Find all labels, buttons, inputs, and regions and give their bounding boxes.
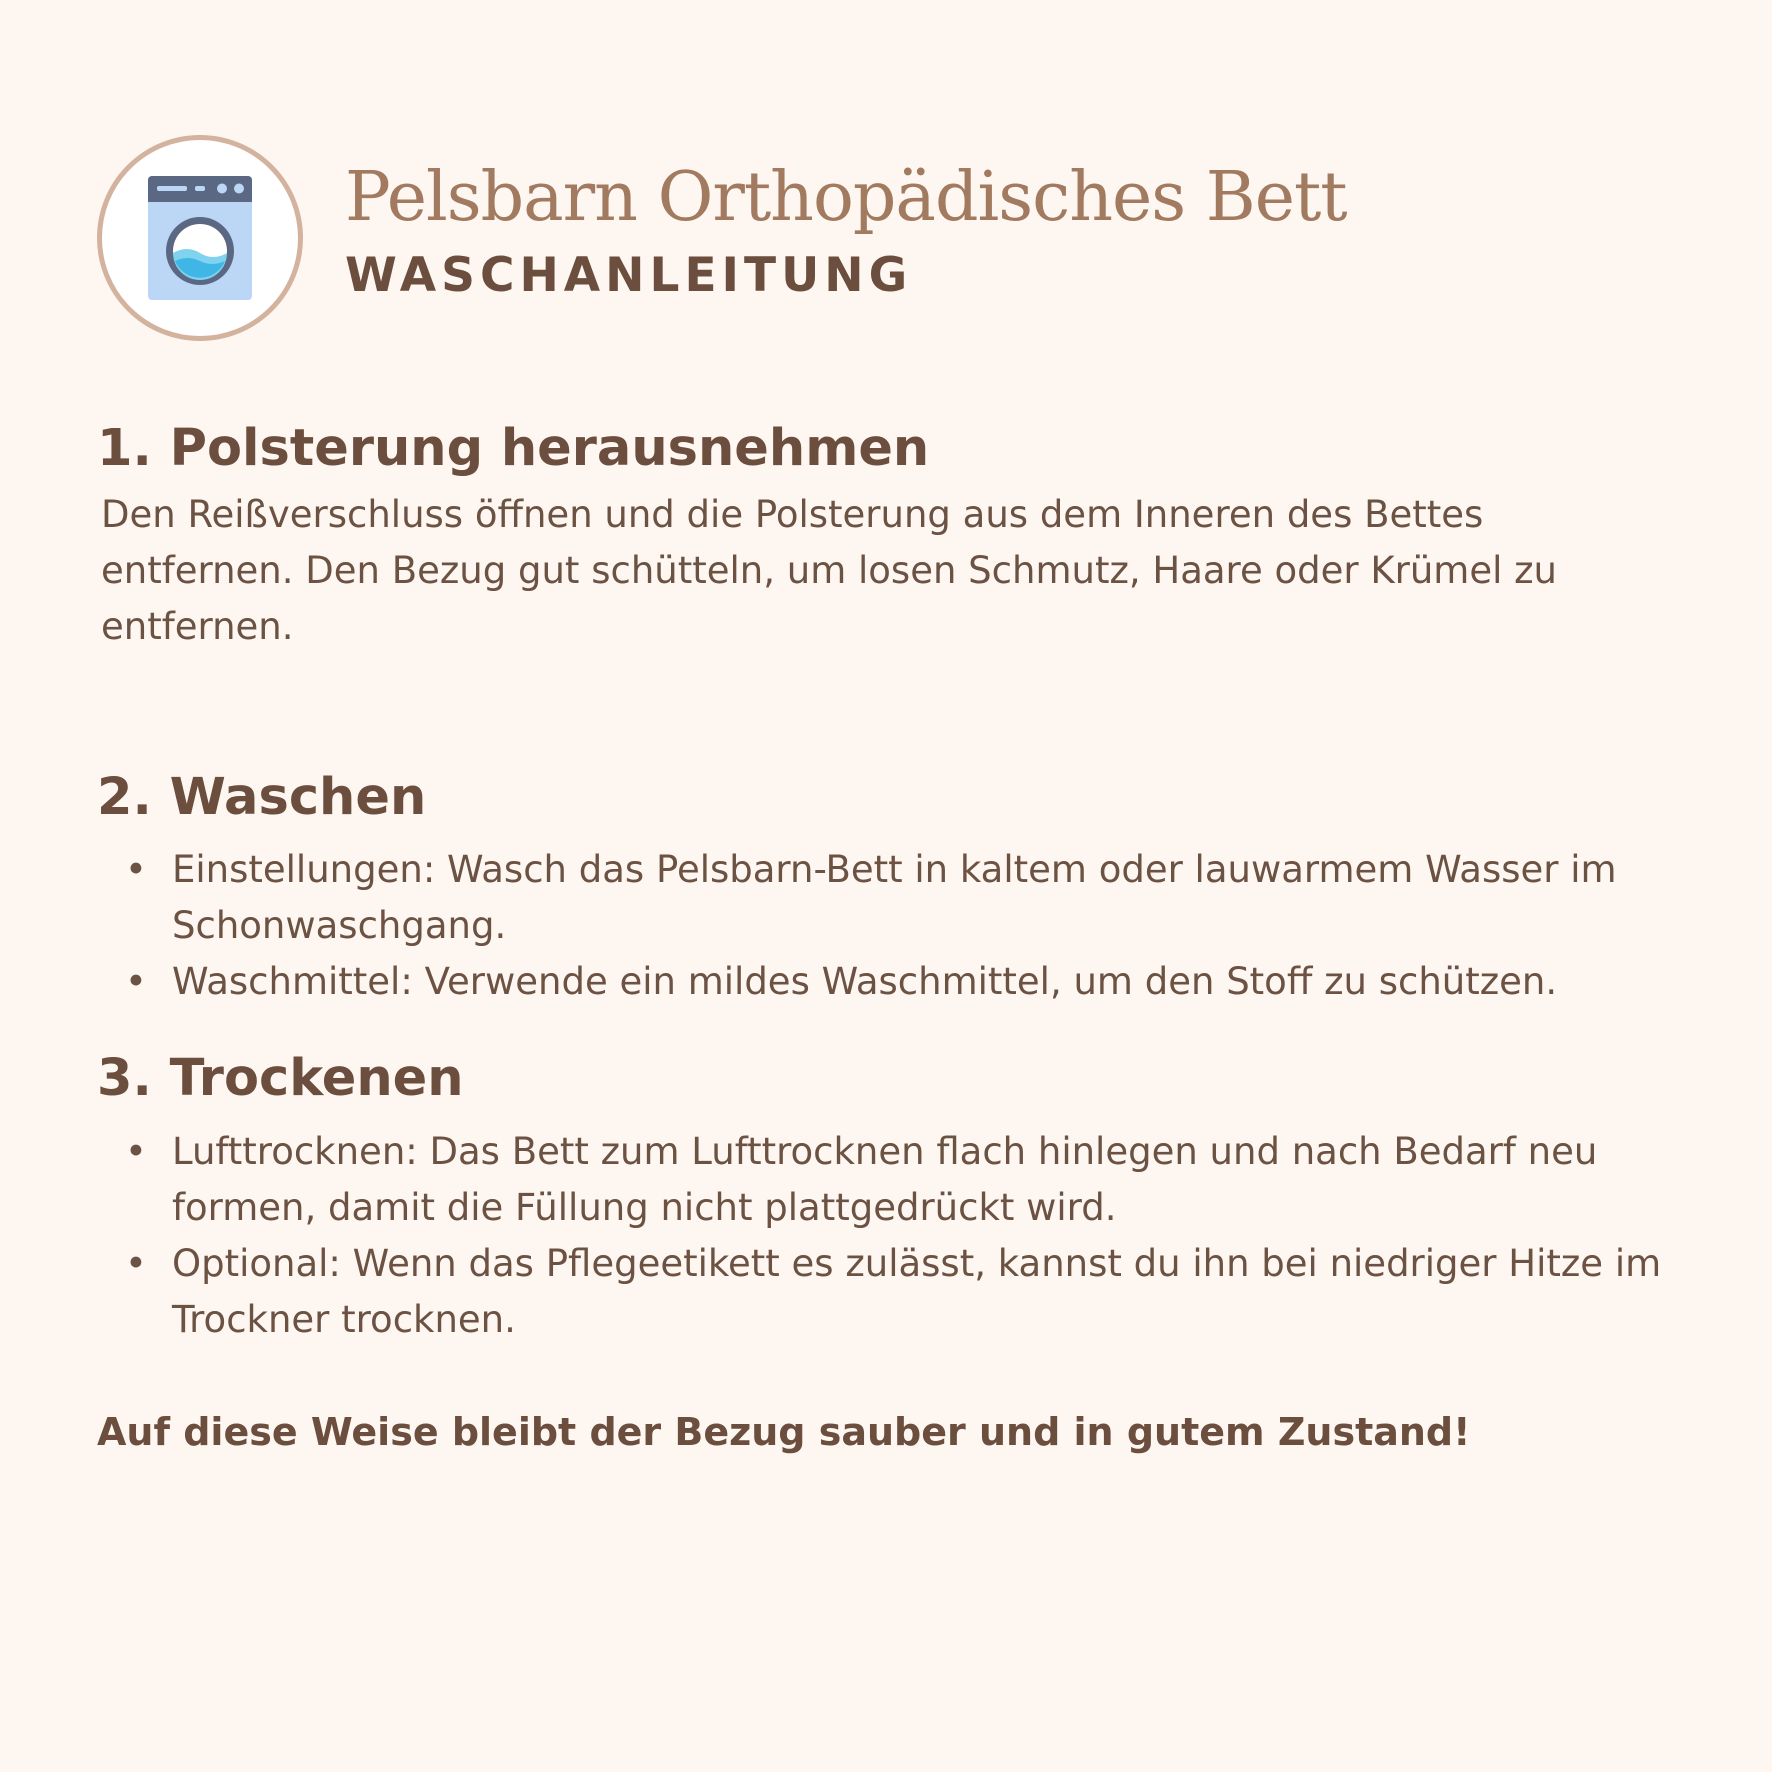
list-item	[97, 1236, 1677, 1348]
washing-machine-icon	[145, 173, 255, 303]
instructions	[97, 418, 1677, 1454]
bullet-list	[97, 1124, 1677, 1348]
bullet-icon: •	[125, 1129, 147, 1173]
section-heading: 1. Polsterung herausnehmen	[97, 419, 930, 478]
list-item	[97, 1124, 1677, 1236]
list-item-text: Optional: Wenn das Pflegeetikett es zulässt, kannst du ihn bei niedriger Hitze im Trockner trocknen.	[172, 1241, 1662, 1341]
closing-note: Auf diese Weise bleibt der Bezug sauber und in gutem Zustand!	[97, 1409, 1471, 1454]
list-item	[97, 954, 1677, 1010]
logo-badge	[97, 135, 303, 341]
bullet-icon: •	[125, 960, 147, 1004]
subtitle: WASCHANLEITUNG	[345, 247, 913, 303]
list-item-text: Einstellungen: Wasch das Pelsbarn-Bett in kaltem oder lauwarmem Wasser im Schonwaschgang.	[172, 848, 1617, 948]
section-heading: 2. Waschen	[97, 768, 427, 828]
section-remove-padding	[97, 418, 1677, 655]
list-item	[97, 842, 1677, 954]
brand-title: Pelsbarn Orthopädisches Bett	[345, 157, 1347, 237]
header	[97, 135, 1347, 341]
section-drying	[97, 1048, 1677, 1347]
section-paragraph: Den Reißverschluss öffnen und die Polsterung aus dem Inneren des Bettes entfernen. Den Bezug gut schütteln, um losen Schmutz, Haare oder Krümel zu entfernen.	[101, 493, 1557, 649]
bullet-list	[97, 842, 1677, 1010]
list-item-text: Waschmittel: Verwende ein mildes Waschmittel, um den Stoff zu schützen.	[172, 960, 1558, 1004]
section-heading: 3. Trockenen	[97, 1049, 464, 1109]
title-block	[345, 157, 1347, 303]
list-item-text: Lufttrocknen: Das Bett zum Lufttrocknen flach hinlegen und nach Bedarf neu formen, damit die Füllung nicht plattgedrückt wird.	[172, 1129, 1598, 1229]
bullet-icon: •	[125, 848, 147, 892]
section-washing	[97, 767, 1677, 1010]
bullet-icon: •	[125, 1241, 147, 1285]
